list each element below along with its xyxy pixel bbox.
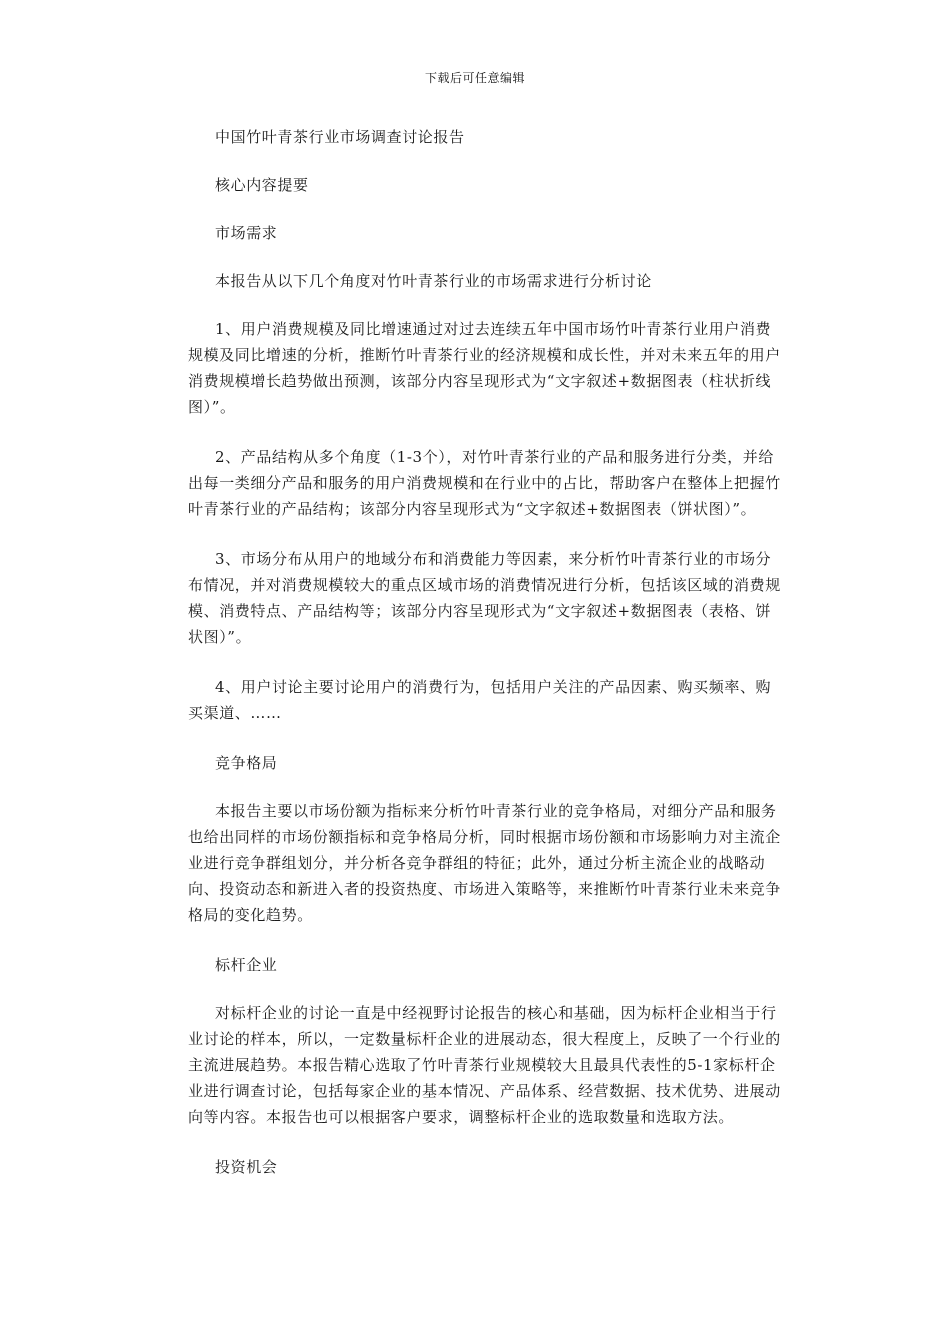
competition-heading: 竞争格局 [215,754,278,772]
competition-paragraph: 本报告主要以市场份额为指标来分析竹叶青茶行业的竞争格局，对细分产品和服务也给出同样的市场份额指标和竞争格局分析，同时根据市场份额和市场影响力对主流企业进行竞争群组划分，并分析各竞争群组的特征；此外，通过分析主流企业的战略动向、投资动态和新进入者的投资热度、市场进入策略等，来推断竹叶青茶行业未来竞争格局的变化趋势。 [188,802,781,924]
document-body [188,124,782,1202]
market-demand-heading: 市场需求 [215,224,278,242]
benchmark-heading: 标杆企业 [215,956,278,974]
benchmark-paragraph: 对标杆企业的讨论一直是中经视野讨论报告的核心和基础，因为标杆企业相当于行业讨论的样本，所以，一定数量标杆企业的进展动态，很大程度上，反映了一个行业的主流进展趋势。本报告精心选取了竹叶青茶行业规模较大且最具代表性的5-1家标杆企业进行调查讨论，包括每家企业的基本情况、产品体系、经营数据、技术优势、进展动向等内容。本报告也可以根据客户要求，调整标杆企业的选取数量和选取方法。 [188,1004,781,1126]
market-demand-item-2: 2、产品结构从多个角度（1-3个），对竹叶青茶行业的产品和服务进行分类，并给出每一类细分产品和服务的用户消费规模和在行业中的占比，帮助客户在整体上把握竹叶青茶行业的产品结构；该部分内容呈现形式为“文字叙述+数据图表（饼状图）”。 [188,448,781,518]
investment-heading: 投资机会 [215,1158,278,1176]
market-demand-intro: 本报告从以下几个角度对竹叶青茶行业的市场需求进行分析讨论 [215,272,652,290]
market-demand-item-3: 3、市场分布从用户的地域分布和消费能力等因素，来分析竹叶青茶行业的市场分布情况，并对消费规模较大的重点区域市场的消费情况进行分析，包括该区域的消费规模、消费特点、产品结构等；该部分内容呈现形式为“文字叙述+数据图表（表格、饼状图）”。 [188,550,781,646]
summary-heading: 核心内容提要 [215,176,309,194]
market-demand-item-4: 4、用户讨论主要讨论用户的消费行为，包括用户关注的产品因素、购买频率、购买渠道、…… [188,678,772,722]
document-title: 中国竹叶青茶行业市场调查讨论报告 [215,128,465,146]
market-demand-item-1: 1、用户消费规模及同比增速通过对过去连续五年中国市场竹叶青茶行业用户消费规模及同比增速的分析，推断竹叶青茶行业的经济规模和成长性，并对未来五年的用户消费规模增长趋势做出预测，该部分内容呈现形式为“文字叙述+数据图表（柱状折线图）”。 [188,320,781,416]
page-header: 下载后可任意编辑 [424,71,525,85]
